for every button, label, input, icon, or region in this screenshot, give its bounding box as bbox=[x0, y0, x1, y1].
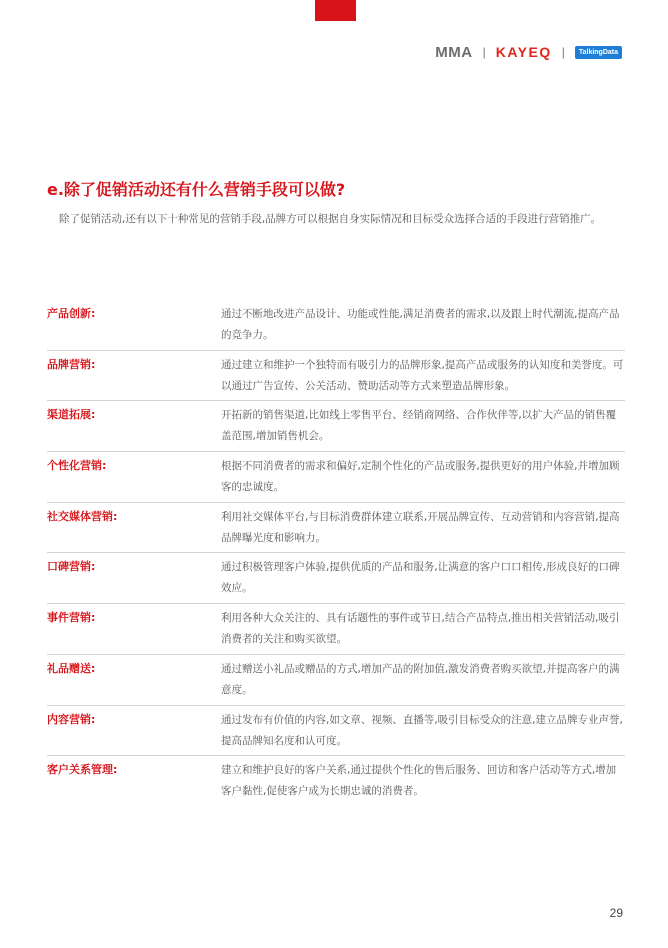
method-name: 客户关系管理: bbox=[47, 763, 118, 777]
marketing-methods-table bbox=[47, 300, 625, 807]
method-name: 内容营销: bbox=[47, 712, 96, 726]
method-description: 利用社交媒体平台,与目标消费群体建立联系,开展品牌宣传、互动营销和内容营销,提高品牌曝光度和影响力。 bbox=[221, 510, 620, 544]
method-description: 通过积极管理客户体验,提供优质的产品和服务,让满意的客户口口相传,形成良好的口碑效应。 bbox=[221, 561, 620, 595]
method-row bbox=[47, 452, 625, 503]
method-row bbox=[47, 604, 625, 655]
method-row bbox=[47, 503, 625, 554]
method-row bbox=[47, 655, 625, 706]
logo-separator: | bbox=[482, 45, 486, 59]
method-description: 通过发布有价值的内容,如文章、视频、直播等,吸引目标受众的注意,建立品牌专业声誉,提高品牌知名度和认可度。 bbox=[221, 713, 623, 747]
kayeq-logo: KAYEQ bbox=[495, 44, 552, 60]
method-description: 开拓新的销售渠道,比如线上零售平台、经销商网络、合作伙伴等,以扩大产品的销售覆盖范围,增加销售机会。 bbox=[221, 409, 617, 443]
partner-logos bbox=[435, 42, 622, 62]
intro-paragraph: 除了促销活动,还有以下十种常见的营销手段,品牌方可以根据自身实际情况和目标受众选择合适的手段进行营销推广。 bbox=[59, 213, 602, 225]
method-description: 通过赠送小礼品或赠品的方式,增加产品的附加值,激发消费者购买欲望,并提高客户的满意度。 bbox=[221, 662, 620, 696]
method-row bbox=[47, 351, 625, 402]
method-row bbox=[47, 401, 625, 452]
logo-separator: | bbox=[561, 45, 565, 59]
method-description: 通过建立和维护一个独特而有吸引力的品牌形象,提高产品或服务的认知度和美誉度。可以通过广告宣传、公关活动、赞助活动等方式来塑造品牌形象。 bbox=[221, 358, 624, 392]
page-number: 29 bbox=[609, 906, 623, 920]
method-description: 根据不同消费者的需求和偏好,定制个性化的产品或服务,提供更好的用户体验,并增加顾客的忠诚度。 bbox=[221, 460, 620, 494]
method-description: 建立和维护良好的客户关系,通过提供个性化的售后服务、回访和客户活动等方式,增加客户黏性,促使客户成为长期忠诚的消费者。 bbox=[221, 764, 617, 798]
method-row bbox=[47, 553, 625, 604]
top-red-tab bbox=[315, 0, 356, 21]
mma-logo: MMA bbox=[435, 43, 473, 61]
method-name: 渠道拓展: bbox=[47, 408, 96, 422]
method-name: 事件营销: bbox=[47, 611, 96, 625]
method-row bbox=[47, 300, 625, 351]
talkingdata-logo: TalkingData bbox=[575, 46, 622, 59]
method-name: 个性化营销: bbox=[47, 459, 107, 473]
method-name: 礼品赠送: bbox=[47, 661, 96, 675]
method-name: 社交媒体营销: bbox=[47, 509, 118, 523]
section-title: e.除了促销活动还有什么营销手段可以做? bbox=[47, 180, 346, 199]
method-row bbox=[47, 706, 625, 757]
method-description: 通过不断地改进产品设计、功能或性能,满足消费者的需求,以及跟上时代潮流,提高产品的竞争力。 bbox=[221, 308, 620, 341]
method-name: 品牌营销: bbox=[47, 357, 96, 371]
method-row bbox=[47, 756, 625, 807]
method-name: 产品创新: bbox=[47, 307, 96, 320]
method-description: 利用各种大众关注的、具有话题性的事件或节日,结合产品特点,推出相关营销活动,吸引消费者的关注和购买欲望。 bbox=[221, 612, 620, 646]
method-name: 口碑营销: bbox=[47, 560, 96, 574]
